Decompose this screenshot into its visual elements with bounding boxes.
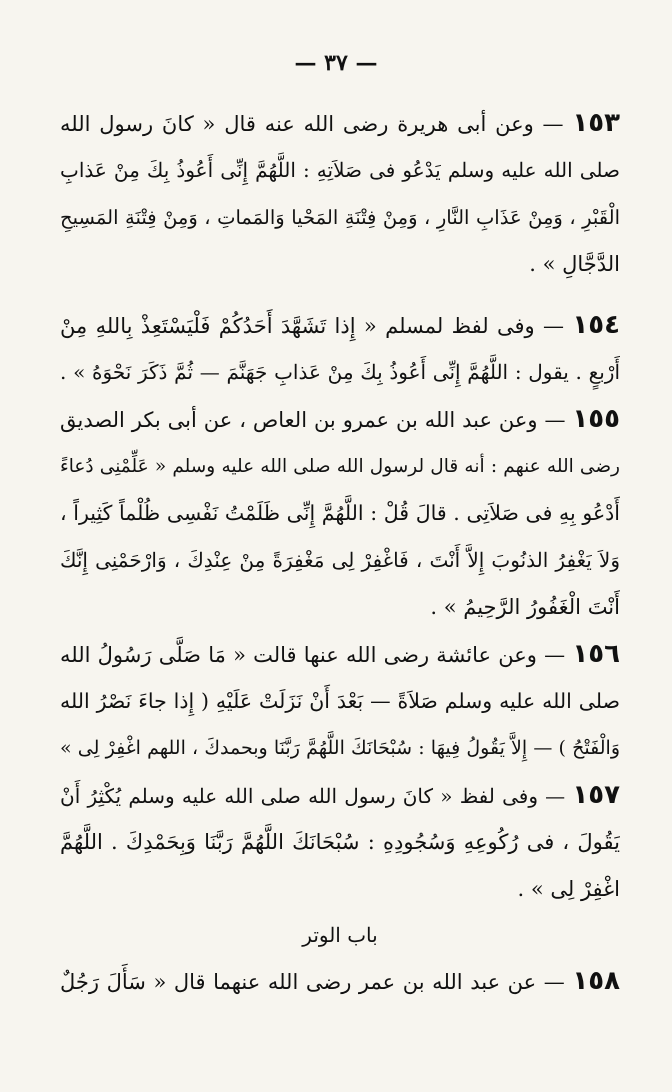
hadith-number: ١٥٧ — [572, 780, 620, 810]
line-text: — وفى لفظ « كانَ رسول الله صلى الله عليه وسلم يُكْثِرُ أَنْ — [60, 784, 566, 808]
line-text: رضى الله عنهم : أنه قال لرسول الله صلى الله عليه وسلم « عَلِّمْنِى دُعاءً — [60, 456, 620, 477]
text-line — [60, 100, 620, 147]
text-line — [60, 396, 620, 443]
text-line — [60, 302, 620, 349]
text-line — [60, 349, 620, 396]
line-text: — عن عبد الله بن عمر رضى الله عنهما قال « سَأَلَ رَجُلٌ — [60, 970, 565, 994]
text-line — [60, 147, 620, 194]
hadith-number: ١٥٣ — [572, 108, 620, 138]
text-line — [60, 537, 620, 584]
text-line — [60, 443, 620, 490]
line-text: — وعن أبى هريرة رضى الله عنه قال « كانَ رسول الله — [60, 112, 564, 136]
text-line — [60, 194, 620, 241]
hadith-number: ١٥٦ — [572, 639, 620, 669]
text-line — [60, 958, 620, 1005]
line-text: يَقُولَ ، فى رُكُوعِهِ وَسُجُودِهِ : سُبْحَانَكَ اللَّهُمَّ رَبَّنَا وَبِحَمْدِكَ . اللَّهُمَّ — [60, 830, 620, 854]
line-text: وَالْفَتْحُ ) — إِلاَّ يَقُولُ فِيهَا : سُبْحَانَكَ اللَّهُمَّ رَبَّنَا وبحمدكَ ، اللهم اغْفِرْ لِى » — [60, 737, 620, 759]
text-line — [60, 725, 620, 772]
chapter-title: باب الوتر — [302, 923, 378, 947]
line-text: الْقَبْرِ ، وَمِنْ عَذَابِ النَّارِ ، وَمِنْ فِتْنَةِ المَحْيا وَالمَماتِ ، وَمِنْ فِتْنَةِ المَسِيحِ — [60, 206, 620, 229]
line-text: وَلاَ يَغْفِرُ الذنُوبَ إِلاَّ أَنْتَ ، فَاغْفِرْ لِى مَغْفِرَةً مِنْ عِنْدِكَ ، وَارْحَمْنِى إِنَّكَ — [60, 548, 620, 572]
text-line — [60, 490, 620, 537]
line-text: الدَّجَّالِ » . — [529, 252, 620, 276]
text-line — [60, 772, 620, 819]
hadith-number: ١٥٤ — [572, 310, 620, 340]
line-text: — وعن عبد الله بن عمرو بن العاص ، عن أبى بكر الصديق — [60, 408, 566, 432]
line-text: صلى الله عليه وسلم صَلاَةً — بَعْدَ أَنْ نَزَلَتْ عَلَيْهِ ( إِذا جاءَ نَصْرُ الله — [60, 689, 620, 713]
line-text: أَدْعُو بِهِ فى صَلاَتِى . قالَ قُلْ : اللَّهُمَّ إِنِّى ظَلَمْتُ نَفْسِى ظُلْماً كَثِيراً ، — [60, 501, 620, 525]
text-line — [60, 241, 620, 288]
line-text: أَرْبعٍ . يقول : اللَّهُمَّ إِنِّى أَعُوذُ بِكَ مِنْ عَذابِ جَهَنَّمَ — ثُمَّ ذَكَرَ نَحْوَهُ » . — [60, 360, 620, 384]
text-line — [60, 866, 620, 913]
text-body — [60, 100, 620, 1005]
line-text: اغْفِرْ لِى » . — [517, 877, 620, 901]
line-text: — وعن عائشة رضى الله عنها قالت « مَا صَلَّى رَسُولُ الله — [60, 643, 566, 667]
text-line — [60, 584, 620, 631]
text-line — [60, 631, 620, 678]
hadith-number: ١٥٨ — [572, 966, 620, 996]
line-text: صلى الله عليه وسلم يَدْعُو فى صَلاَتِهِ : اللَّهُمَّ إِنِّى أَعُوذُ بِكَ مِنْ عَذابِ — [60, 158, 620, 182]
line-text: — وفى لفظ لمسلم « إِذا تَشَهَّدَ أَحَدُكُمْ فَلْيَسْتَعِذْ بِاللهِ مِنْ — [60, 314, 565, 338]
hadith-number: ١٥٥ — [572, 404, 620, 434]
text-line — [60, 819, 620, 866]
text-line — [60, 678, 620, 725]
line-text: أَنْتَ الْغَفُورُ الرَّحِيمُ » . — [430, 595, 620, 619]
chapter-heading — [60, 913, 620, 958]
page-number: — ٣٧ — — [294, 50, 378, 76]
